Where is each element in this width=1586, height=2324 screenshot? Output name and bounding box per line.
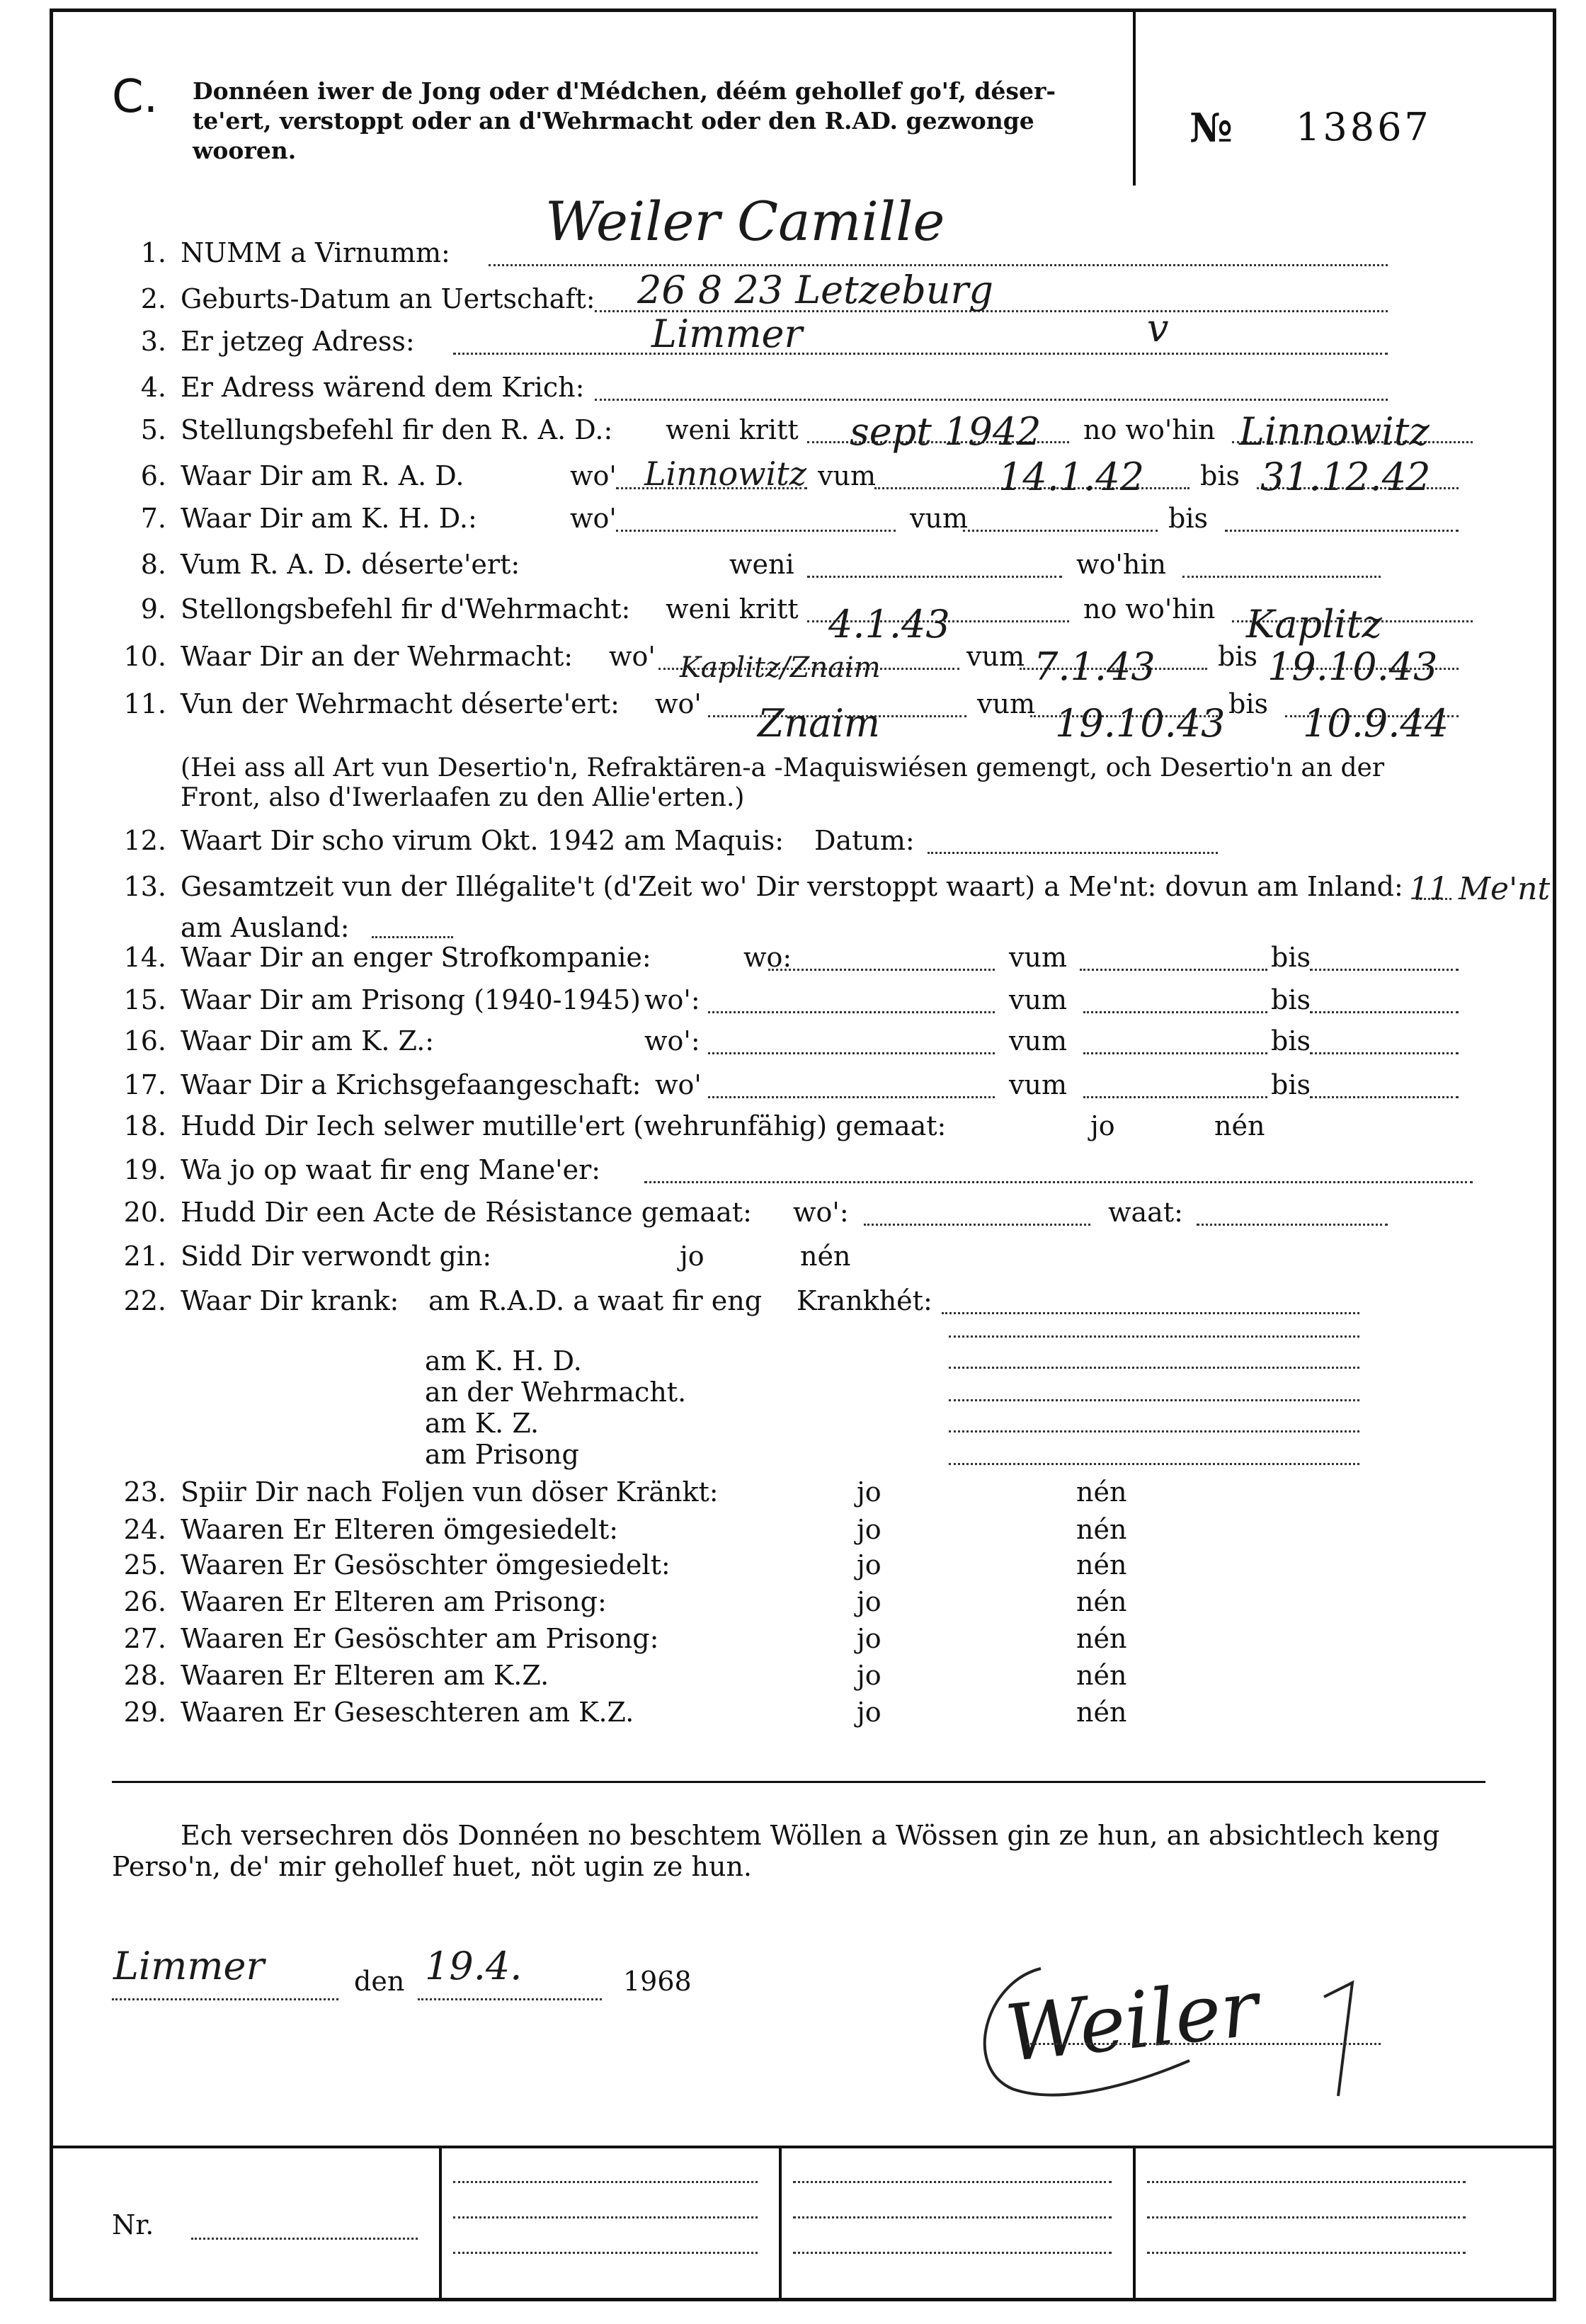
row-field-label-c: bis <box>1200 460 1240 491</box>
row22-sub-2: an der Wehrmacht. <box>425 1377 687 1408</box>
row-fill-line <box>1197 1224 1388 1226</box>
section-letter: C. <box>112 71 159 123</box>
number-symbol: № <box>1190 105 1233 152</box>
row-fill-line <box>807 576 1062 578</box>
row-label: Spiir Dir nach Foljen vun döser Kränkt: <box>181 1476 719 1508</box>
date-line <box>418 1998 602 2000</box>
row-number: 25. <box>123 1549 166 1580</box>
row-fill-line <box>1080 969 1267 971</box>
place-signed: Limmer <box>113 1944 265 1988</box>
row11-note-1: (Hei ass all Art vun Desertio'n, Refraktären-a -Maquiswiésen gemengt, och Desertio'n an der <box>181 753 1385 782</box>
row-label: Waar Dir krank: <box>181 1285 399 1316</box>
row-field-label-a: Datum: <box>814 825 915 856</box>
row-number: 27. <box>123 1623 166 1654</box>
row-label: Hudd Dir een Acte de Résistance gemaat: <box>181 1197 752 1228</box>
row-field-label-a: jo <box>1090 1110 1115 1141</box>
row-fill-line <box>1310 969 1459 971</box>
row-fill-line <box>708 1011 995 1013</box>
separator-1 <box>112 1781 1485 1783</box>
hw-wm-where: Kaplitz/Znaim <box>680 651 881 684</box>
row-number: 3. <box>140 326 166 357</box>
row-field-label-a: jo <box>680 1241 704 1272</box>
row-fill-line <box>595 399 1388 401</box>
footer-cell-line <box>453 2252 758 2254</box>
footer-cell-line <box>793 2181 1112 2183</box>
row-fill-line <box>1083 1011 1267 1013</box>
row-fill-line <box>453 353 1388 355</box>
row-field-label-b: nén <box>1076 1697 1127 1728</box>
hw-birth: 26 8 23 Letzeburg <box>637 268 993 312</box>
row-field-label-b: vum <box>966 641 1025 672</box>
row-number: 16. <box>123 1025 166 1056</box>
row-number: 8. <box>140 549 166 580</box>
row-fill-line <box>963 530 1158 532</box>
row-number: 18. <box>123 1110 166 1141</box>
row-number: 11. <box>123 688 166 719</box>
row-field-label-a: wo': <box>644 984 700 1015</box>
row-label: Waar Dir an enger Strofkompanie: <box>181 942 651 973</box>
row-field-label-a: wo: <box>743 942 792 973</box>
row-field-label-a: weni <box>729 549 794 580</box>
row-label: Waar Dir an der Wehrmacht: <box>181 641 574 672</box>
row-label: Waaren Er Elteren am K.Z. <box>181 1660 549 1691</box>
hw-rad-to: 31.12.42 <box>1260 455 1431 499</box>
footer-cell-line <box>453 2216 758 2218</box>
row-number: 24. <box>123 1514 166 1545</box>
row-field-label-c: bis <box>1228 688 1268 719</box>
row-number: 20. <box>123 1197 166 1228</box>
row-label: Waar Dir am K. H. D.: <box>181 503 477 534</box>
row-field-label-c: bis <box>1271 1025 1311 1056</box>
row-field-label-b: vum <box>977 688 1035 719</box>
den-label: den <box>354 1966 405 1997</box>
row-number: 4. <box>140 372 166 403</box>
date-signed: 19.4. <box>425 1944 523 1988</box>
row22-line-3 <box>949 1399 1359 1401</box>
footer-cell-line <box>793 2216 1112 2218</box>
row-number: 6. <box>140 460 166 491</box>
header-line-2: te'ert, verstoppt oder an d'Wehrmacht oder den R.AD. gezwonge <box>193 107 1034 135</box>
row-field-label-a: jo <box>857 1697 882 1728</box>
row-field-label-b: nén <box>1076 1586 1127 1617</box>
row-label: Waaren Er Gesöschter ömgesiedelt: <box>181 1549 671 1580</box>
footer-col-2 <box>779 2146 782 2301</box>
row-label: Waaren Er Geseschteren am K.Z. <box>181 1697 634 1728</box>
row-number: 10. <box>123 641 166 672</box>
hw-address: Limmer <box>651 312 803 356</box>
row-field-label-b: waat: <box>1108 1197 1183 1228</box>
hw-wm-order-date: 4.1.43 <box>828 602 950 646</box>
footer-col-3 <box>1133 2146 1136 2301</box>
signature-flourish <box>956 1954 1395 2110</box>
declaration-line-2: Perso'n, de' mir gehollef huet, nöt ugin ze hun. <box>112 1851 753 1882</box>
row-field-label-a: wo': <box>793 1197 849 1228</box>
row-field-label-b: vum <box>1009 942 1067 973</box>
row-field-label-c: bis <box>1271 1069 1311 1100</box>
hw-rad-where: Linnowitz <box>644 455 807 493</box>
row13-abroad-line <box>372 936 453 938</box>
row22-sub-1: am K. H. D. <box>425 1345 582 1377</box>
row-field-label-a: wo' <box>655 1069 702 1100</box>
footer-top-line <box>50 2146 1556 2148</box>
row-field-label-a: jo <box>857 1514 882 1545</box>
row22-sub-3: am K. Z. <box>425 1408 540 1439</box>
row-field-label-a: weni kritt <box>666 414 799 445</box>
document-number: 13867 <box>1296 105 1432 149</box>
row-label: Hudd Dir Iech selwer mutille'ert (wehrunfähig) gemaat: <box>181 1110 947 1141</box>
row-field-label-a: wo': <box>644 1025 700 1056</box>
footer-cell-line <box>1147 2216 1466 2218</box>
row22-line-2 <box>949 1367 1359 1369</box>
row13-line2: am Ausland: <box>181 912 350 943</box>
row-number: 14. <box>123 942 166 973</box>
header-line-3: wooren. <box>193 137 297 164</box>
row-field-label-a: jo <box>857 1623 882 1654</box>
row-fill-line <box>1310 1052 1459 1054</box>
row-number: 1. <box>140 237 166 268</box>
hw-name: Weiler Camille <box>545 190 945 253</box>
footer-cell-line <box>1147 2181 1466 2183</box>
row-field-label-b: nén <box>1076 1514 1127 1545</box>
footer-nr-label: Nr. <box>112 2209 154 2240</box>
row-fill-line <box>1310 1011 1459 1013</box>
hw-wm-to: 19.10.43 <box>1267 644 1438 689</box>
row-fill-line <box>616 530 896 532</box>
row-field-label-a: wo' <box>570 460 617 491</box>
year-label: 1968 <box>623 1966 692 1997</box>
row-field-label-b: no wo'hin <box>1083 593 1216 625</box>
row22-sub-4: am Prisong <box>425 1439 579 1470</box>
row-label: Waar Dir am Prisong (1940-1945) <box>181 984 641 1015</box>
row-field-label-a: wo' <box>609 641 656 672</box>
row-number: 19. <box>123 1154 166 1185</box>
row-number: 21. <box>123 1241 166 1272</box>
row-field-label-a: jo <box>857 1586 882 1617</box>
row-number: 23. <box>123 1476 166 1508</box>
row-field-label-b: nén <box>1076 1549 1127 1580</box>
row-fill-line <box>708 1096 995 1098</box>
row-field-label-a: jo <box>857 1476 882 1508</box>
row-label: Sidd Dir verwondt gin: <box>181 1241 492 1272</box>
row-fill-line <box>1083 1052 1267 1054</box>
hw-rad-from: 14.1.42 <box>998 455 1145 499</box>
row-label: Waart Dir scho virum Okt. 1942 am Maquis: <box>181 825 785 856</box>
signature: Weiler <box>1001 1962 1262 2080</box>
declaration-line-1: Ech versechren dös Donnéen no beschtem Wöllen a Wössen gin ze hun, an absichtlech keng <box>181 1820 1440 1851</box>
row-number: 9. <box>140 593 166 625</box>
row-field-label-a: wo' <box>570 503 617 534</box>
row-number: 28. <box>123 1660 166 1691</box>
row-field-label-a: am R.A.D. a waat fir eng <box>428 1285 763 1316</box>
row-field-label-b: nén <box>1076 1476 1127 1508</box>
row-number: 2. <box>140 283 166 314</box>
row-fill-line <box>864 1224 1090 1226</box>
row-field-label-b: no wo'hin <box>1083 414 1216 445</box>
row-field-label-b: nén <box>1076 1660 1127 1691</box>
footer-nr-line <box>191 2238 418 2240</box>
row-label: Waar Dir a Krichsgefaangeschaft: <box>181 1069 641 1100</box>
hw-desert-to: 10.9.44 <box>1303 701 1449 746</box>
row-label: Vun der Wehrmacht déserte'ert: <box>181 688 620 719</box>
row-fill-line <box>942 1312 1359 1314</box>
row-field-label-c: bis <box>1271 984 1311 1015</box>
row-field-label-c: bis <box>1168 503 1208 534</box>
row-field-label-b: vum <box>1009 984 1067 1015</box>
row-label: Stellongsbefehl fir d'Wehrmacht: <box>181 593 631 625</box>
hw-desert-from: 19.10.43 <box>1055 701 1226 746</box>
hw-address-mark: v <box>1147 306 1169 351</box>
row-number: 26. <box>123 1586 166 1617</box>
row-label: Gesamtzeit vun der Illégalite't (d'Zeit wo' Dir verstoppt waart) a Me'nt: dovun am Inland: <box>181 871 1403 902</box>
row11-note-2: Front, also d'Iwerlaafen zu den Allie'erten.) <box>181 783 745 812</box>
row-field-label-b: vum <box>1009 1025 1067 1056</box>
row-label: Waar Dir am K. Z.: <box>181 1025 435 1056</box>
row-fill-line <box>928 852 1218 854</box>
row-fill-line <box>1182 576 1381 578</box>
row-label: Geburts-Datum an Uertschaft: <box>181 283 595 314</box>
row-label: Waaren Er Elteren ömgesiedelt: <box>181 1514 619 1545</box>
row-number: 15. <box>123 984 166 1015</box>
row-field-label-c: bis <box>1218 641 1257 672</box>
header-divider <box>1133 10 1136 186</box>
row-field-label-a: jo <box>857 1549 882 1580</box>
row-fill-line <box>644 1181 1473 1183</box>
hw-wm-order-place: Kaplitz <box>1246 602 1382 646</box>
row-field-label-b: vum <box>818 460 876 491</box>
hw-rad-order-place: Linnowitz <box>1239 409 1430 454</box>
row-fill-line <box>768 969 995 971</box>
row-fill-line <box>489 264 1388 266</box>
row-number: 5. <box>140 414 166 445</box>
row-label: NUMM a Virnumm: <box>181 237 450 268</box>
row-field-label-a: wo' <box>655 688 702 719</box>
row-field-label-b: nén <box>1214 1110 1265 1141</box>
footer-cell-line <box>453 2181 758 2183</box>
row-number: 12. <box>123 825 166 856</box>
row-label: Er Adress wärend dem Krich: <box>181 372 585 403</box>
footer-cell-line <box>793 2252 1112 2254</box>
hw-wm-from: 7.1.43 <box>1034 644 1156 689</box>
row-label: Vum R. A. D. déserte'ert: <box>181 549 520 580</box>
row-fill-line <box>708 1052 995 1054</box>
place-line <box>112 1998 338 2000</box>
row22-line-1 <box>949 1335 1359 1338</box>
row-fill-line <box>1083 1096 1267 1098</box>
row-field-label-a: jo <box>857 1660 882 1691</box>
row-label: Er jetzeg Adress: <box>181 326 415 357</box>
hw-illegal-inland: 11 Me'nt <box>1409 871 1551 907</box>
row-number: 22. <box>123 1285 166 1316</box>
row22-line-5 <box>949 1463 1359 1465</box>
row-field-label-b: Krankhét: <box>797 1285 932 1316</box>
row-fill-line <box>1310 1096 1459 1098</box>
row-field-label-b: vum <box>910 503 968 534</box>
footer-cell-line <box>1147 2252 1466 2254</box>
row-field-label-a: weni kritt <box>666 593 799 625</box>
row-number: 17. <box>123 1069 166 1100</box>
row-label: Wa jo op waat fir eng Mane'er: <box>181 1154 601 1185</box>
row-field-label-b: wo'hin <box>1076 549 1166 580</box>
row-number: 13. <box>123 871 166 902</box>
row-number: 29. <box>123 1697 166 1728</box>
header-line-1: Donnéen iwer de Jong oder d'Médchen, déém gehollef go'f, déser- <box>193 77 1056 105</box>
row-number: 7. <box>140 503 166 534</box>
row-label: Waaren Er Elteren am Prisong: <box>181 1586 607 1617</box>
row-field-label-c: bis <box>1271 942 1311 973</box>
row-field-label-b: nén <box>800 1241 851 1272</box>
row-field-label-b: vum <box>1009 1069 1067 1100</box>
row-label: Stellungsbefehl fir den R. A. D.: <box>181 414 613 445</box>
row-label: Waaren Er Gesöschter am Prisong: <box>181 1623 659 1654</box>
footer-col-1 <box>439 2146 442 2301</box>
signature-line <box>1027 2043 1381 2045</box>
hw-rad-order-date: sept 1942 <box>850 409 1042 454</box>
row-fill-line <box>1225 530 1459 532</box>
hw-desert-where: Znaim <box>758 701 880 746</box>
row22-line-4 <box>949 1430 1359 1432</box>
row-field-label-b: nén <box>1076 1623 1127 1654</box>
row-label: Waar Dir am R. A. D. <box>181 460 464 491</box>
